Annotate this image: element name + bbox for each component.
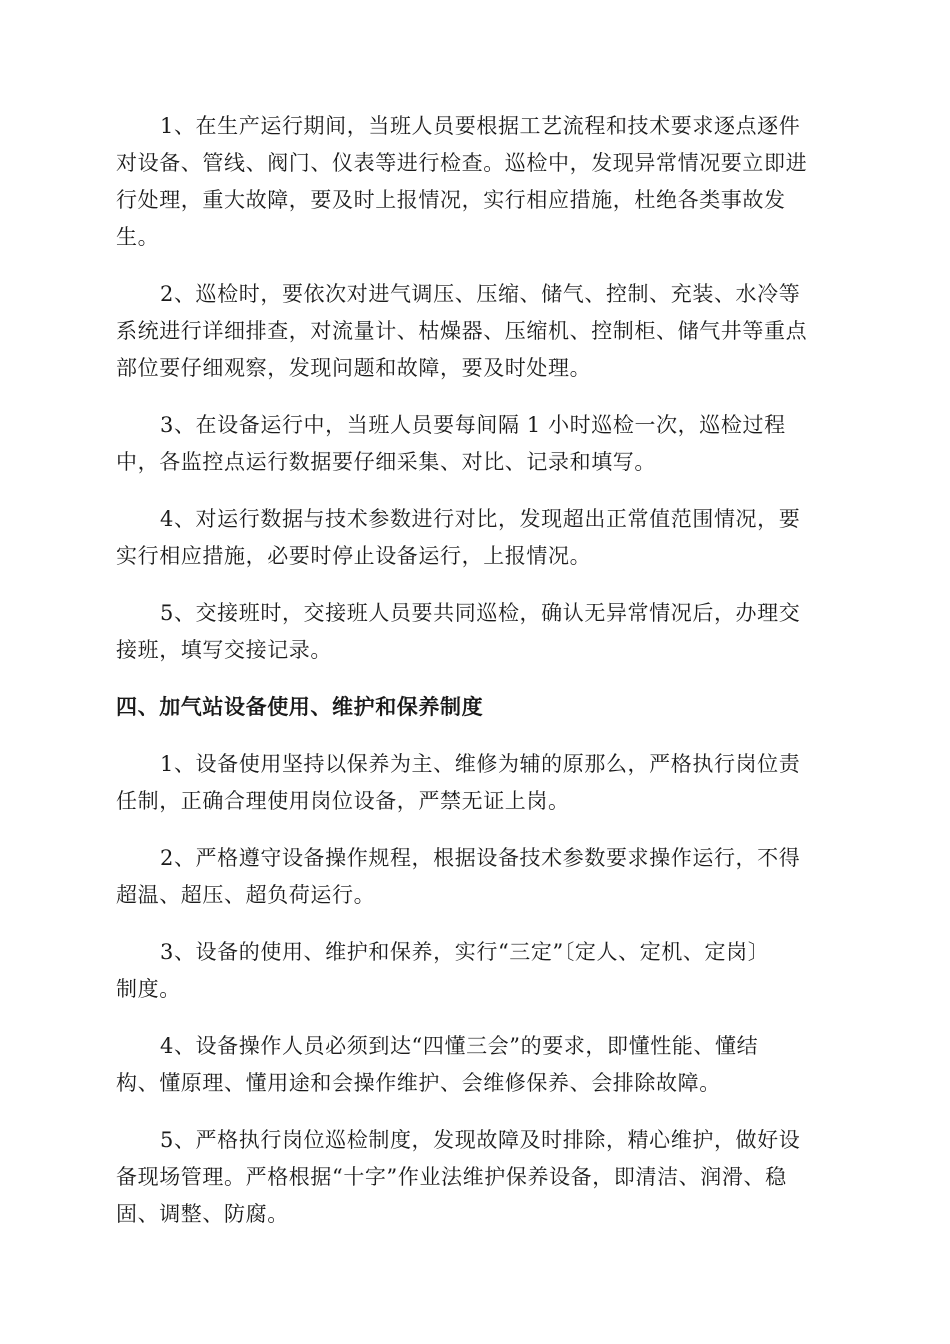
paragraph-line: 1、在生产运行期间，当班人员要根据工艺流程和技术要求逐点逐件 — [160, 114, 801, 138]
document-page — [116, 108, 832, 1253]
paragraph-line: 3、在设备运行中，当班人员要每间隔 1 小时巡检一次，巡检过程 — [160, 413, 786, 437]
paragraph-line: 系统进行详细排查，对流量计、枯燥器、压缩机、控制柜、储气井等重点 — [116, 319, 808, 343]
list-item — [116, 501, 832, 575]
paragraph-line: 1、设备使用坚持以保养为主、维修为辅的原那么，严格执行岗位责 — [160, 752, 801, 776]
paragraph-line: 实行相应措施，必要时停止设备运行，上报情况。 — [116, 544, 592, 568]
paragraph-line: 对设备、管线、阀门、仪表等进行检查。巡检中，发现异常情况要立即进 — [116, 151, 808, 175]
paragraph-line: 制度。 — [116, 977, 181, 1001]
paragraph-line: 部位要仔细观察，发现问题和故障，要及时处理。 — [116, 356, 592, 380]
list-item — [116, 276, 832, 387]
list-item — [116, 108, 832, 256]
paragraph-line: 中，各监控点运行数据要仔细采集、对比、记录和填写。 — [116, 450, 656, 474]
paragraph-line: 4、设备操作人员必须到达“四懂三会”的要求，即懂性能、懂结 — [160, 1034, 759, 1058]
paragraph-line: 固、调整、防腐。 — [116, 1202, 289, 1226]
paragraph-line: 5、交接班时，交接班人员要共同巡检，确认无异常情况后，办理交 — [160, 601, 801, 625]
list-item — [116, 1122, 832, 1233]
paragraph-line: 备现场管理。严格根据“十字”作业法维护保养设备，即清洁、润滑、稳 — [116, 1165, 787, 1189]
paragraph-line: 5、严格执行岗位巡检制度，发现故障及时排除，精心维护，做好设 — [160, 1128, 801, 1152]
paragraph-line: 超温、超压、超负荷运行。 — [116, 883, 376, 907]
list-item — [116, 1028, 832, 1102]
list-item — [116, 407, 832, 481]
paragraph-line: 构、懂原理、懂用途和会操作维护、会维修保养、会排除故障。 — [116, 1071, 721, 1095]
paragraph-line: 任制，正确合理使用岗位设备，严禁无证上岗。 — [116, 789, 570, 813]
paragraph-line: 3、设备的使用、维护和保养，实行“三定”〔定人、定机、定岗〕 — [160, 940, 770, 964]
list-item — [116, 840, 832, 914]
paragraph-line: 生。 — [116, 225, 160, 249]
paragraph-line: 2、巡检时，要依次对进气调压、压缩、储气、控制、充装、水冷等 — [160, 282, 801, 306]
paragraph-line: 行处理，重大故障，要及时上报情况，实行相应措施，杜绝各类事故发 — [116, 188, 786, 212]
list-item — [116, 746, 832, 820]
paragraph-line: 2、严格遵守设备操作规程，根据设备技术参数要求操作运行，不得 — [160, 846, 801, 870]
paragraph-line: 接班，填写交接记录。 — [116, 638, 332, 662]
list-item — [116, 595, 832, 669]
section-heading: 四、加气站设备使用、维护和保养制度 — [116, 695, 484, 719]
list-item — [116, 934, 832, 1008]
paragraph-line: 4、对运行数据与技术参数进行对比，发现超出正常值范围情况，要 — [160, 507, 801, 531]
